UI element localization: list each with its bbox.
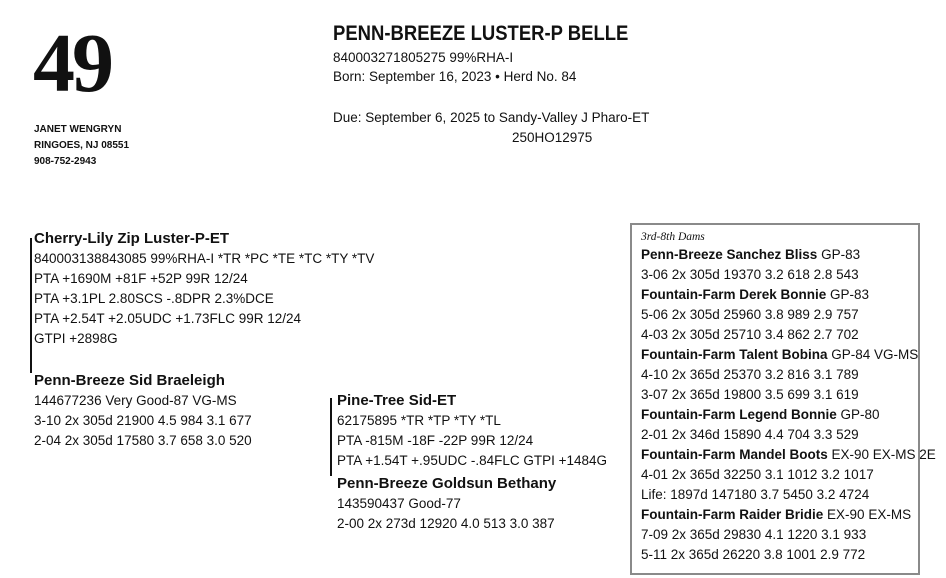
dam-entry-record: 7-09 2x 365d 29830 4.1 1220 3.1 933 [641,527,867,542]
dam-entry-record: 4-03 2x 305d 25710 3.4 862 2.7 702 [641,327,859,342]
service-sire-code: 250HO12975 [512,130,593,145]
dam-entry-label: Fountain-Farm Talent Bobina [641,347,828,362]
mgs-line: PTA -815M -18F -22P 99R 12/24 [337,433,534,448]
dam-entry-name [641,245,909,265]
dam-entry-record: 5-06 2x 305d 25960 3.8 989 2.9 757 [641,307,859,322]
consignor-info [34,122,129,170]
consignor-location: RINGOES, NJ 08551 [34,140,130,151]
dam-line: 144677236 Very Good-87 VG-MS [34,393,237,408]
dam-entry-name [641,285,909,305]
consignor-phone: 908-752-2943 [34,156,97,167]
mgs-bracket-line [330,398,332,476]
dam-entry-record: 4-01 2x 365d 32250 3.1 1012 3.2 1017 [641,467,874,482]
mgs-block [337,391,607,471]
lot-number: 49 [33,17,111,110]
dam-entry-record: 4-10 2x 365d 25370 3.2 816 3.1 789 [641,367,859,382]
dam-entry-name [641,445,936,465]
mgd-line: 143590437 Good-77 [337,496,461,511]
sire-name: Cherry-Lily Zip Luster-P-ET [34,230,230,247]
dam-line: 2-04 2x 305d 17580 3.7 658 3.0 520 [34,433,252,448]
dam-entry-label: Penn-Breeze Sanchez Bliss [641,247,818,262]
dams-box-heading: 3rd-8th Dams [641,231,705,243]
dam-entry-name [641,405,909,425]
mgs-line: 62175895 *TR *TP *TY *TL [337,413,501,428]
animal-due: Due: September 6, 2025 to Sandy-Valley J Pharo-ET [333,110,650,125]
dam-entry-classification: GP-83 [830,287,870,302]
dam-entry-record: 3-07 2x 365d 19800 3.5 699 3.1 619 [641,387,859,402]
mgd-block [337,474,556,534]
sire-line: PTA +2.54T +2.05UDC +1.73FLC 99R 12/24 [34,311,302,326]
mgd-name: Penn-Breeze Goldsun Bethany [337,475,557,492]
sire-block [34,229,374,349]
dam-entry-label: Fountain-Farm Derek Bonnie [641,287,827,302]
dam-entry-label: Fountain-Farm Mandel Boots [641,447,828,462]
mgs-line: PTA +1.54T +.95UDC -.84FLC GTPI +1484G [337,453,608,468]
consignor-name: JANET WENGRYN [34,124,122,135]
sire-bracket-line [30,238,32,373]
dam-line: 3-10 2x 305d 21900 4.5 984 3.1 677 [34,413,252,428]
sire-line: PTA +1690M +81F +52P 99R 12/24 [34,271,248,286]
dam-entry-classification: GP-83 [821,247,861,262]
dam-entry-classification: GP-84 VG-MS [831,347,919,362]
dam-entry-record: 3-06 2x 305d 19370 3.2 618 2.8 543 [641,267,859,282]
dam-name: Penn-Breeze Sid Braeleigh [34,372,225,389]
dam-entry-name [641,505,912,525]
sire-line: PTA +3.1PL 2.80SCS -.8DPR 2.3%DCE [34,291,274,306]
dam-entry-classification: EX-90 EX-MS 2E [831,447,936,462]
animal-id: 840003271805275 99%RHA-I [333,50,514,65]
dam-entry-label: Fountain-Farm Legend Bonnie [641,407,837,422]
dam-entry-classification: GP-80 [840,407,880,422]
dam-block [34,371,252,451]
dam-entry-record: 5-11 2x 365d 26220 3.8 1001 2.9 772 [641,547,866,562]
mgd-line: 2-00 2x 273d 12920 4.0 513 3.0 387 [337,516,555,531]
mgs-name: Pine-Tree Sid-ET [337,392,457,409]
dam-entry-record: Life: 1897d 147180 3.7 5450 3.2 4724 [641,487,870,502]
extended-dams-box [630,223,936,575]
dam-entry-classification: EX-90 EX-MS [827,507,912,522]
animal-born: Born: September 16, 2023 • Herd No. 84 [333,69,577,84]
animal-name: PENN-BREEZE LUSTER-P BELLE [333,22,629,45]
sire-line: GTPI +2898G [34,331,118,346]
dam-entry-record: 2-01 2x 346d 15890 4.4 704 3.3 529 [641,427,859,442]
sire-line: 840003138843085 99%RHA-I *TR *PC *TE *TC *TY *TV [34,251,375,266]
dam-entry-name [641,345,919,365]
dam-entry-label: Fountain-Farm Raider Bridie [641,507,824,522]
